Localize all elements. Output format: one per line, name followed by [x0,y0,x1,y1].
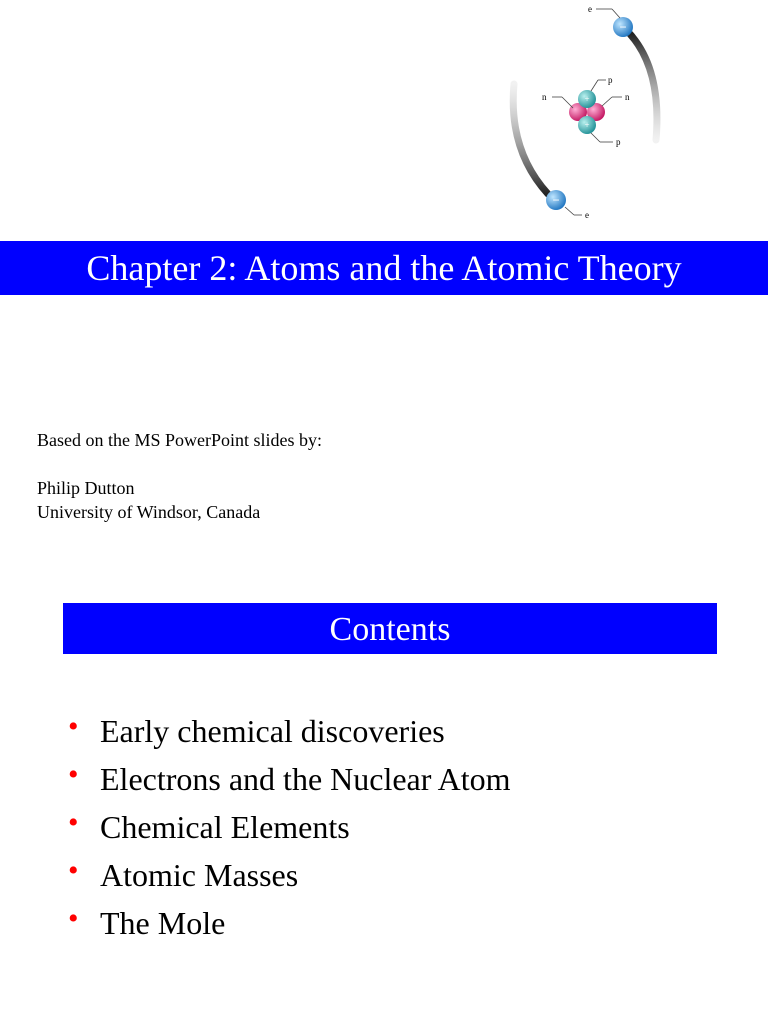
credits-spacer [37,452,322,476]
svg-text:+: + [584,120,590,130]
list-item [68,803,511,851]
list-item [68,899,511,947]
electron-bottom-sign: − [552,193,560,207]
proton-top-label: p [608,75,613,85]
list-item-label: The Mole [100,905,226,941]
list-item-label: Early chemical discoveries [100,713,445,749]
bullet-icon: • [68,806,79,839]
bullet-icon: • [68,710,79,743]
contents-heading: Contents [329,611,451,648]
contents-list [68,707,511,947]
title-bar [0,241,768,295]
neutron-left-label: n [542,92,547,102]
proton-bottom-label: p [616,137,621,147]
svg-text:+: + [584,94,590,104]
neutron-right-label: n [625,92,630,102]
list-item [68,851,511,899]
orbit-trail-top [630,34,657,140]
list-item-label: Chemical Elements [100,809,350,845]
credits-intro: Based on the MS PowerPoint slides by: [37,430,323,450]
credits-block [37,428,322,524]
credits-author: Philip Dutton [37,478,135,498]
bullet-icon: • [68,758,79,791]
list-item-label: Electrons and the Nuclear Atom [100,761,511,797]
contents-bar [63,603,717,654]
electron-bottom-label: e [585,210,589,220]
bullet-icon: • [68,854,79,887]
credits-affiliation: University of Windsor, Canada [37,502,261,522]
list-item-label: Atomic Masses [100,857,299,893]
slide-title: Chapter 2: Atoms and the Atomic Theory [86,248,682,288]
list-item [68,707,511,755]
list-item [68,755,511,803]
electron-top-label: e [588,4,592,14]
atom-diagram [490,0,680,228]
electron-top-sign: − [619,20,627,34]
bullet-icon: • [68,902,79,935]
